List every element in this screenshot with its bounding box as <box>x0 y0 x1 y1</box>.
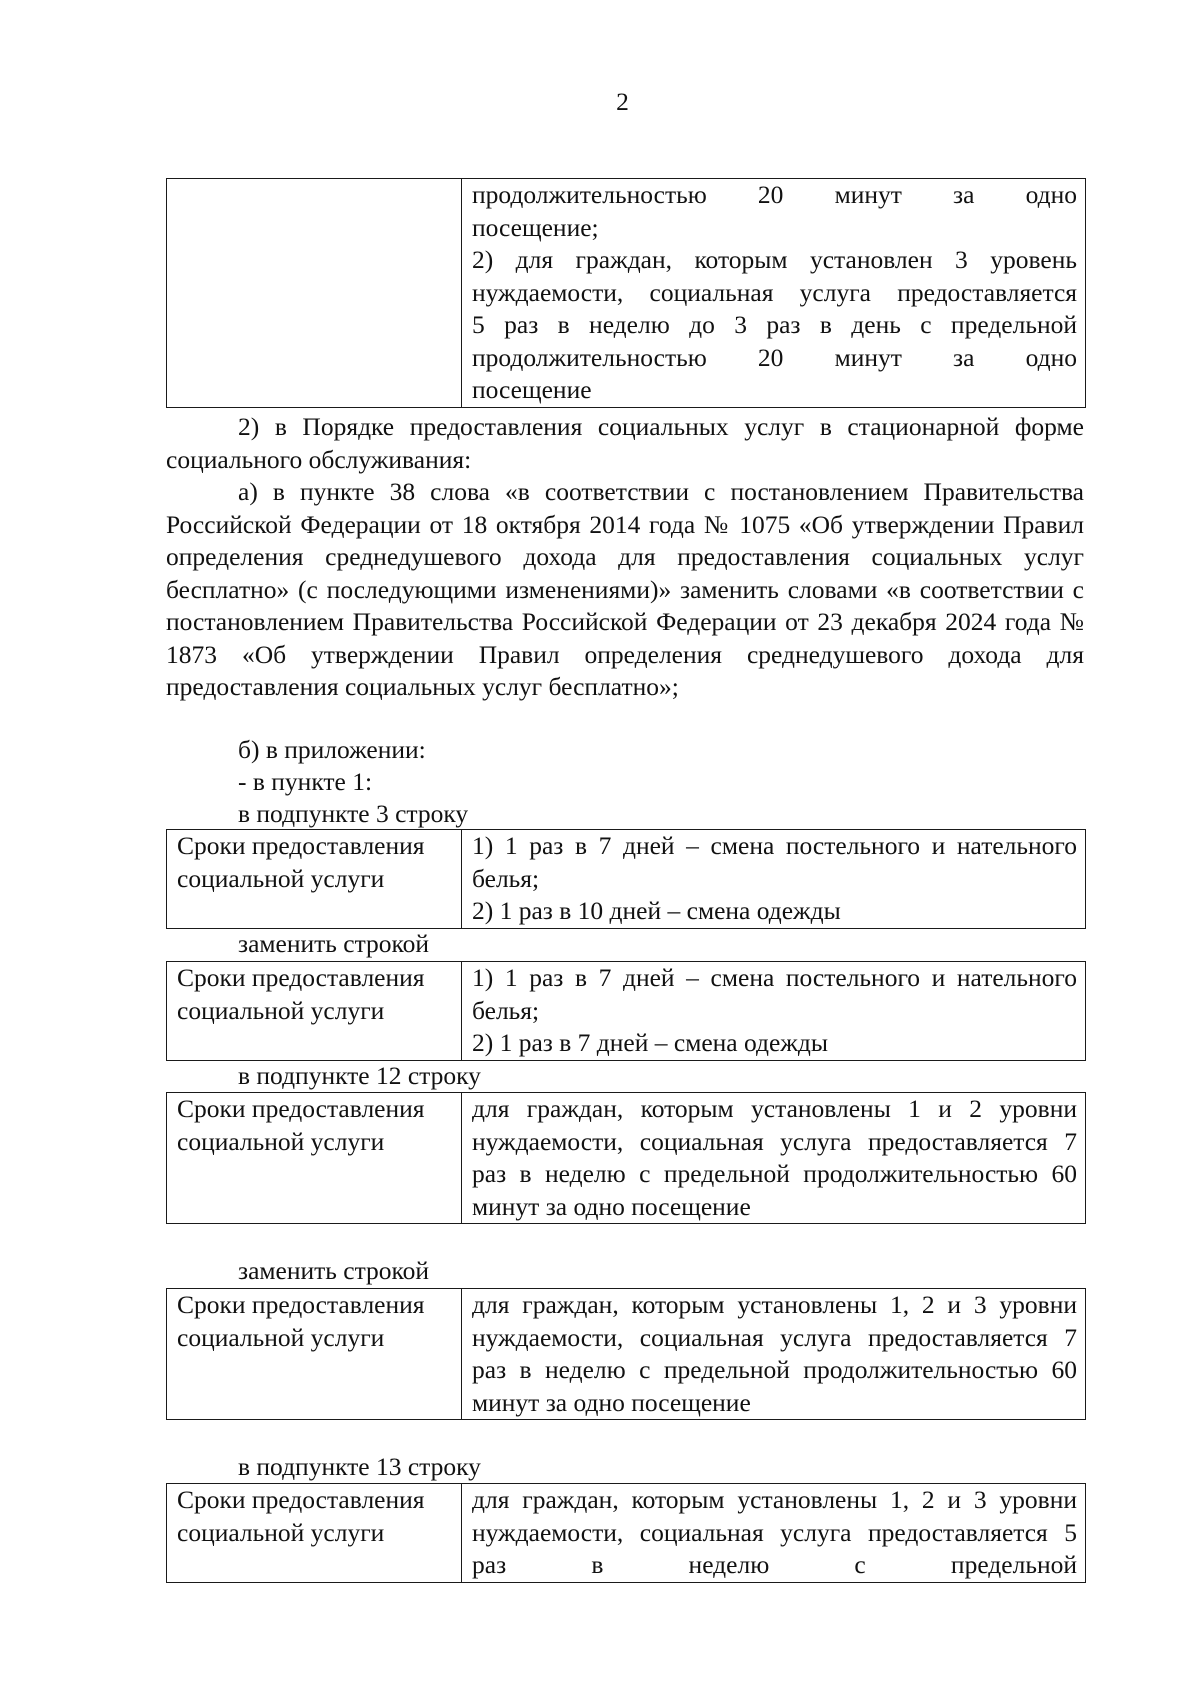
table-cell-left: Сроки предоставления социальной услуги <box>167 962 462 1061</box>
cell-line: 1) 1 раз в 7 дней – смена постельного и нательного белья; <box>472 831 1077 893</box>
cell-line: 2) 1 раз в 7 дней – смена одежды <box>472 1028 829 1057</box>
cell-line: 5 раз в неделю до 3 раз в день с предельной <box>472 310 1077 339</box>
cell-line: посещение; <box>472 212 599 242</box>
cell-line: 1) 1 раз в 7 дней – смена постельного и нательного белья; <box>472 963 1077 1025</box>
table-cell-left: Сроки предоставления социальной услуги <box>167 1289 462 1420</box>
table-cell-left: Сроки предоставления социальной услуги <box>167 830 462 929</box>
table-row <box>167 1289 1086 1420</box>
table-cell-right: для граждан, которым установлены 1 и 2 уровни нуждаемости, социальная услуга предоставляется 7 раз в неделю с предельной продолжительностью 60 минут за одно посещение <box>462 1093 1086 1224</box>
cell-line: продолжительностью 20 минут за одно <box>472 180 1077 209</box>
table-cell-right: для граждан, которым установлены 1, 2 и 3 уровни нуждаемости, социальная услуга предоставляется 7 раз в неделю с предельной продолжительностью 60 минут за одно посещение <box>462 1289 1086 1420</box>
table-cell-right <box>462 962 1086 1061</box>
paragraph-2: 2) в Порядке предоставления социальных услуг в стационарной форме социального обслуживания: <box>166 412 1084 474</box>
table-row <box>167 1093 1086 1224</box>
table-subitem-3-old <box>166 829 1086 929</box>
cell-line: посещение <box>472 375 592 404</box>
table-row <box>167 962 1086 1061</box>
label-subitem-12: в подпункте 12 строку <box>238 1061 481 1090</box>
table-cell-right <box>462 830 1086 929</box>
page-number: 2 <box>616 87 629 116</box>
cell-line: 2) 1 раз в 10 дней – смена одежды <box>472 896 841 925</box>
table-row <box>167 179 1086 408</box>
table-subitem-12-new <box>166 1288 1086 1420</box>
table-subitem-13-old <box>166 1483 1086 1583</box>
cell-line: 2) для граждан, которым установлен 3 уровень <box>472 245 1077 274</box>
table-subitem-12-old <box>166 1092 1086 1224</box>
paragraph-b: б) в приложении: <box>238 735 426 764</box>
label-replace-1: заменить строкой <box>238 929 430 958</box>
label-replace-2: заменить строкой <box>238 1256 430 1285</box>
cell-line: нуждаемости, социальная услуга предоставляется <box>472 277 1077 307</box>
table-subitem-3-new <box>166 961 1086 1061</box>
table-cell-right: для граждан, которым установлены 1, 2 и 3 уровни нуждаемости, социальная услуга предоставляется 5 раз в неделю с предельной <box>462 1484 1086 1583</box>
table-cell-left: Сроки предоставления социальной услуги <box>167 1093 462 1224</box>
table-continuation <box>166 178 1086 408</box>
table-cell-left: Сроки предоставления социальной услуги <box>167 1484 462 1583</box>
label-subitem-3: в подпункте 3 строку <box>238 799 469 828</box>
table-cell-right <box>462 179 1086 408</box>
paragraph-a: а) в пункте 38 слова «в соответствии с постановлением Правительства Российской Федерации от 18 октября 2014 года № 1075 «Об утверждении Правил определения среднедушевого дохода для предоставления социальных услуг бесплатно» (с последующими изменениями)» заменить словами «в соответствии с постановлением Правительства Российской Федерации от 23 декабря 2024 года № 1873 «Об утверждении Правил определения среднедушевого дохода для предоставления социальных услуг бесплатно»; <box>166 477 1084 701</box>
table-cell-left-empty <box>167 179 462 408</box>
table-row <box>167 830 1086 929</box>
label-subitem-13: в подпункте 13 строку <box>238 1452 481 1481</box>
table-row <box>167 1484 1086 1583</box>
cell-line: продолжительностью 20 минут за одно <box>472 342 1077 372</box>
paragraph-item-1: - в пункте 1: <box>238 767 373 796</box>
